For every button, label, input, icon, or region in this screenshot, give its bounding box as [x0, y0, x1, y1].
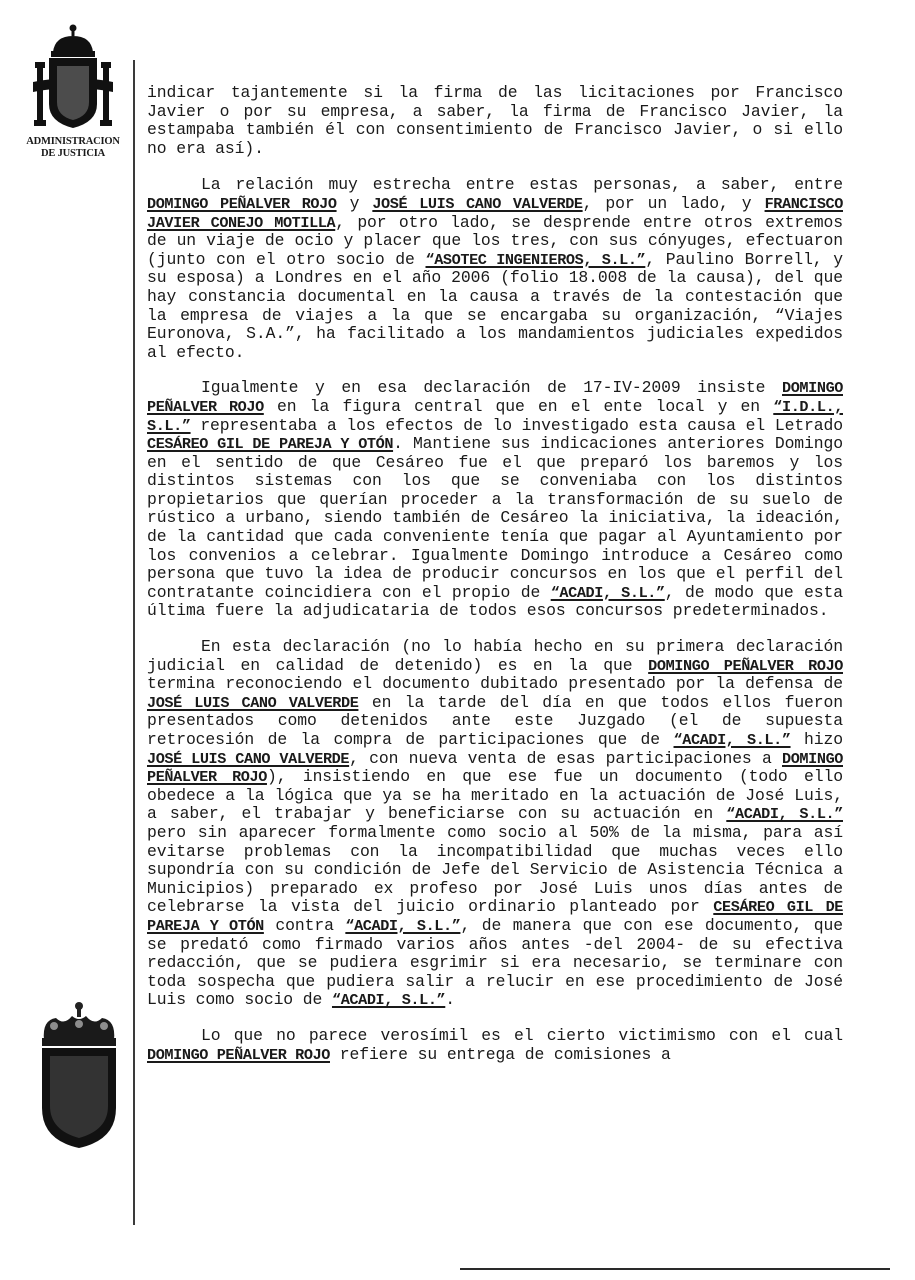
- paragraph-text: , por un lado, y: [582, 193, 765, 213]
- party-name: JOSÉ LUIS CANO VALVERDE: [147, 749, 350, 768]
- paragraph: [147, 379, 843, 621]
- paragraph-text: En esta declaración (no lo había hecho en su primera declaración judicial en calidad de detenido) es en la que: [147, 637, 843, 675]
- party-name: FRANCISCO JAVIER CONEJO MOTILLA: [147, 194, 843, 232]
- party-name: “I.D.L., S.L.”: [147, 397, 843, 435]
- party-name: “ASOTEC INGENIEROS, S.L.”: [425, 250, 646, 269]
- paragraph: [147, 638, 843, 1010]
- crown-shield-icon: [34, 1000, 124, 1150]
- paragraph-text: La relación muy estrecha entre estas personas, a saber, entre: [201, 175, 843, 195]
- paragraph-text: refiere su entrega de comisiones a: [330, 1044, 671, 1064]
- paragraph-text: Lo que no parece verosímil es el cierto victimismo con el cual: [201, 1025, 843, 1045]
- party-name: “ACADI, S.L.”: [345, 916, 461, 935]
- paragraph-text: contra: [263, 915, 346, 935]
- paragraph-text: representaba a los efectos de lo investigado esta causa el Letrado: [190, 415, 843, 435]
- regional-coat-of-arms: [34, 1000, 124, 1150]
- paragraph-text: y: [336, 193, 373, 213]
- party-name: DOMINGO PEÑALVER ROJO: [648, 656, 843, 675]
- paragraph: [147, 176, 843, 362]
- paragraph-text: , por otro lado, se desprende entre otros extremos de un viaje de ocio y placer que los tres, con sus cónyuges, efectuaron (junto con el otro socio de: [147, 212, 843, 269]
- institution-label: ADMINISTRACION DE JUSTICIA: [26, 136, 120, 159]
- party-name: “ACADI, S.L.”: [673, 731, 791, 749]
- party-name: CESÁREO GIL DE PAREJA Y OTÓN: [147, 898, 843, 935]
- coat-of-arms-header: [18, 22, 128, 162]
- crown-crest-icon: [31, 22, 115, 134]
- paragraph-text: .: [445, 990, 456, 1010]
- paragraph-text: . Mantiene sus indicaciones anteriores Domingo en el sentido de que Cesáreo fue el que preparó los baremos y los distintos sistemas con los que se conveniaba con los distintos propietarios que querían proceder a la transformación de su suelo de rústico a urbano, siendo también de Cesáreo la iniciativa, la ideación, de la cantidad que cada conveniente tenía que pagar al Ayuntamiento por los convenios a celebrar. Igualmente Domingo introduce a Cesáreo como persona que tuvo la idea de producir concursos en los que el perfil del contratante coincidiera con el propio de: [147, 434, 843, 602]
- party-name: “ACADI, S.L.”: [331, 991, 446, 1010]
- paragraph-text: , de modo que esta última fuere la adjudicataria de todos esos concursos predeterminados.: [147, 582, 843, 621]
- party-name: JOSÉ LUIS CANO VALVERDE: [372, 194, 583, 213]
- footer-rule: [460, 1268, 890, 1270]
- paragraph-text: , Paulino Borrell, y su esposa) a Londres en el año 2006 (folio 18.008 de la causa), del que hay constancia documental en la causa a través de la contestación que la empresa de viajes a la que se encargaba su organización, “Viajes Euronova, S.A.”, ha facilitado a los mandamientos judiciales expedidos al efecto.: [147, 249, 843, 362]
- paragraph-text: pero sin aparecer formalmente como socio al 50% de la misma, para así evitarse problemas con la incompatibilidad que muchas veces ello supondría con su condición de Jefe del Servicio de Asistencia Técnica a Municipios) preparado ex profeso por José Luis unos días antes de celebrarse la vista del juicio ordinario planteado por: [147, 822, 843, 917]
- paragraph-text: en la figura central que en el ente local y en: [263, 396, 774, 416]
- party-name: “ACADI, S.L.”: [550, 583, 665, 602]
- paragraph-text: Igualmente y en esa declaración de 17-IV-2009 insiste: [201, 378, 782, 398]
- document-body: [147, 84, 843, 1081]
- paragraph-text: , de manera que con ese documento, que se predató como firmado varios años antes -del 2004- de su efectiva redacción, que se pudiera esgrimir si era necesario, se terminare con toda sospecha que pudiera salir a relucir en ese procedimiento de José Luis como socio de: [147, 915, 843, 1010]
- party-name: DOMINGO PEÑALVER ROJO: [147, 379, 843, 416]
- party-name: DOMINGO PEÑALVER ROJO: [147, 194, 337, 213]
- paragraph-text: indicar tajantemente si la firma de las licitaciones por Francisco Javier o por su empresa, a saber, la firma de Francisco Javier, la estampaba también él con consentimiento de Francisco Javier, o si ello no era así).: [147, 83, 843, 158]
- party-name: DOMINGO PEÑALVER ROJO: [147, 1045, 330, 1064]
- paragraph-text: en la tarde del día en que todos ellos fueron presentados como detenidos ante este Juzgado (el de supuesta retrocesión de la compra de participaciones que de: [147, 692, 843, 749]
- paragraph: [147, 1027, 843, 1064]
- paragraph-text: , con nueva venta de esas participaciones a: [349, 748, 782, 768]
- paragraph-text: hizo: [790, 730, 843, 749]
- party-name: CESÁREO GIL DE PAREJA Y OTÓN: [147, 435, 394, 454]
- paragraph-text: termina reconociendo el documento dubitado presentado por la defensa de: [147, 674, 843, 694]
- party-name: JOSÉ LUIS CANO VALVERDE: [147, 693, 359, 712]
- paragraph-text: ), insistiendo en que ese fue un documento (todo ello obedece a la lógica que ya se ha meritado en la actuación de José Luis, a saber, el trabajar y beneficiarse con su actuación en: [147, 767, 843, 824]
- party-name: “ACADI, S.L.”: [726, 805, 843, 824]
- margin-rule: [133, 60, 135, 1225]
- paragraph: [147, 84, 843, 158]
- party-name: DOMINGO PEÑALVER ROJO: [147, 749, 843, 787]
